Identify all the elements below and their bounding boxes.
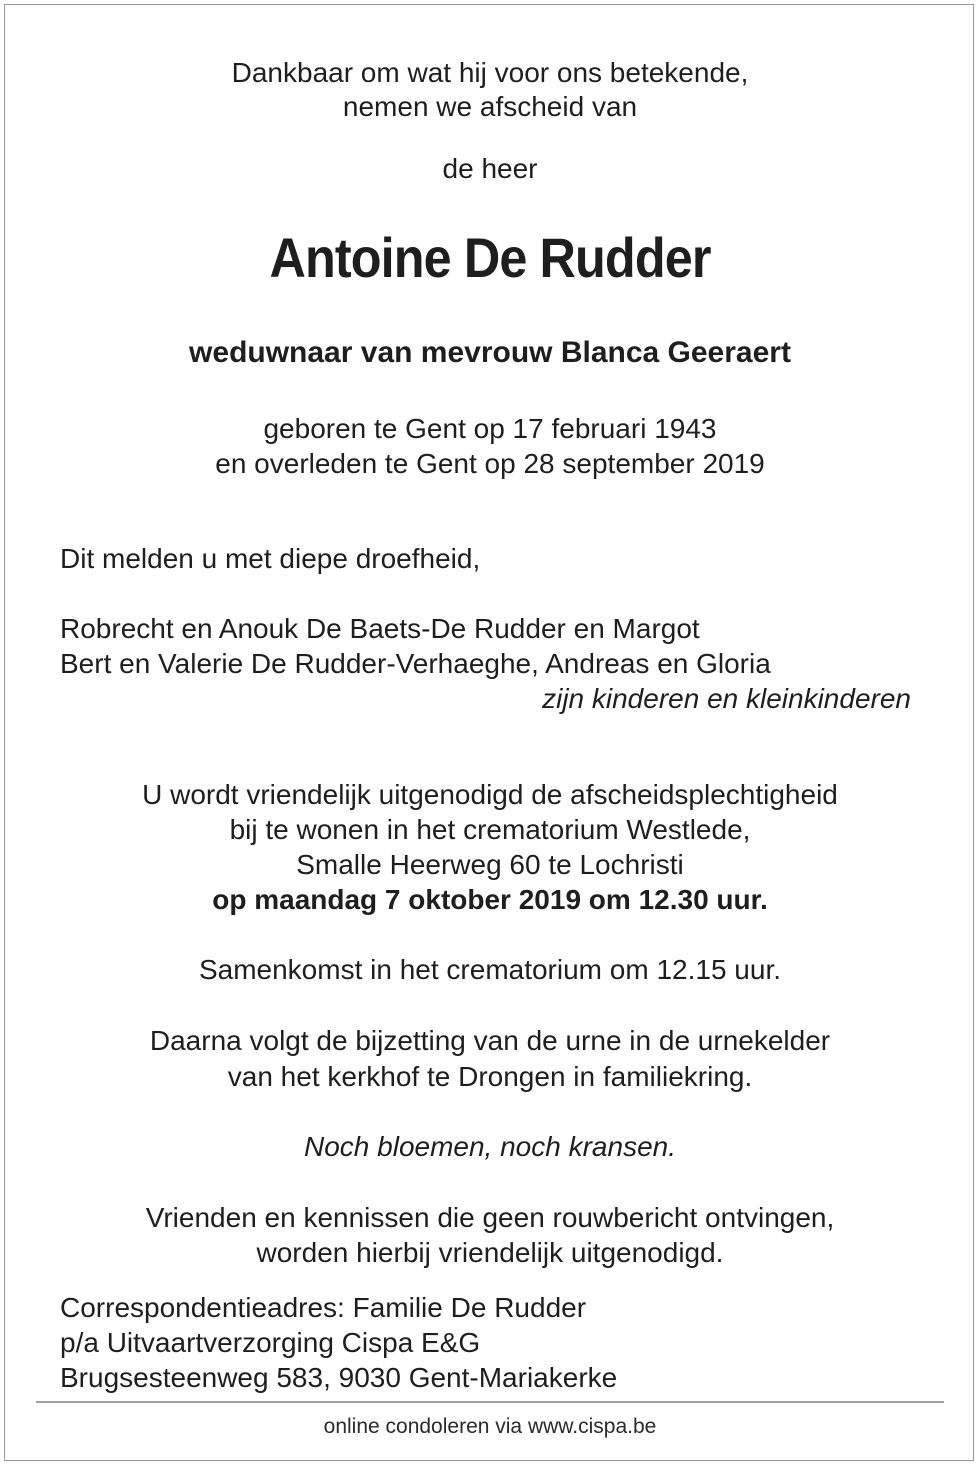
family-line-1: Robrecht en Anouk De Baets-De Rudder en Margot	[60, 613, 700, 644]
correspondence-line-3: Brugsesteenweg 583, 9030 Gent-Mariakerke	[60, 1362, 618, 1393]
intro-line-2: nemen we afscheid van	[342, 91, 638, 122]
birth-line: geboren te Gent op 17 februari 1943	[263, 413, 717, 444]
flowers-note: Noch bloemen, noch kransen.	[304, 1131, 676, 1162]
ceremony-line-2: bij te wonen in het crematorium Westlede,	[229, 814, 751, 845]
ceremony-line-1: U wordt vriendelijk uitgenodigd de afscheidsplechtigheid	[142, 779, 838, 810]
deceased-name: Antoine De Rudder	[269, 226, 711, 289]
family-role: zijn kinderen en kleinkinderen	[542, 683, 911, 714]
ceremony-line-3: Smalle Heerweg 60 te Lochristi	[296, 849, 684, 880]
ceremony-datetime: op maandag 7 oktober 2019 om 12.30 uur.	[212, 884, 768, 915]
invitation-line-1: Vrienden en kennissen die geen rouwbericht ontvingen,	[145, 1202, 835, 1233]
announcement: Dit melden u met diepe droefheid,	[60, 543, 481, 574]
burial-line-2: van het kerkhof te Drongen in familiekring.	[227, 1061, 753, 1092]
footer-divider	[36, 1401, 944, 1403]
burial-line-1: Daarna volgt de bijzetting van de urne in de urnekelder	[149, 1025, 831, 1056]
intro-line-1: Dankbaar om wat hij voor ons betekende,	[231, 57, 749, 88]
invitation-line-2: worden hierbij vriendelijk uitgenodigd.	[256, 1237, 724, 1268]
salutation: de heer	[442, 153, 538, 184]
correspondence-line-1: Correspondentieadres: Familie De Rudder	[60, 1292, 587, 1323]
death-line: en overleden te Gent op 28 september 2019	[215, 448, 765, 479]
family-line-2: Bert en Valerie De Rudder-Verhaeghe, Andreas en Gloria	[60, 648, 771, 679]
correspondence-line-2: p/a Uitvaartverzorging Cispa E&G	[60, 1327, 481, 1358]
gathering: Samenkomst in het crematorium om 12.15 uur.	[198, 954, 782, 985]
footer-condolence: online condoleren via www.cispa.be	[323, 1415, 657, 1438]
deceased-relation: weduwnaar van mevrouw Blanca Geeraert	[189, 336, 791, 369]
